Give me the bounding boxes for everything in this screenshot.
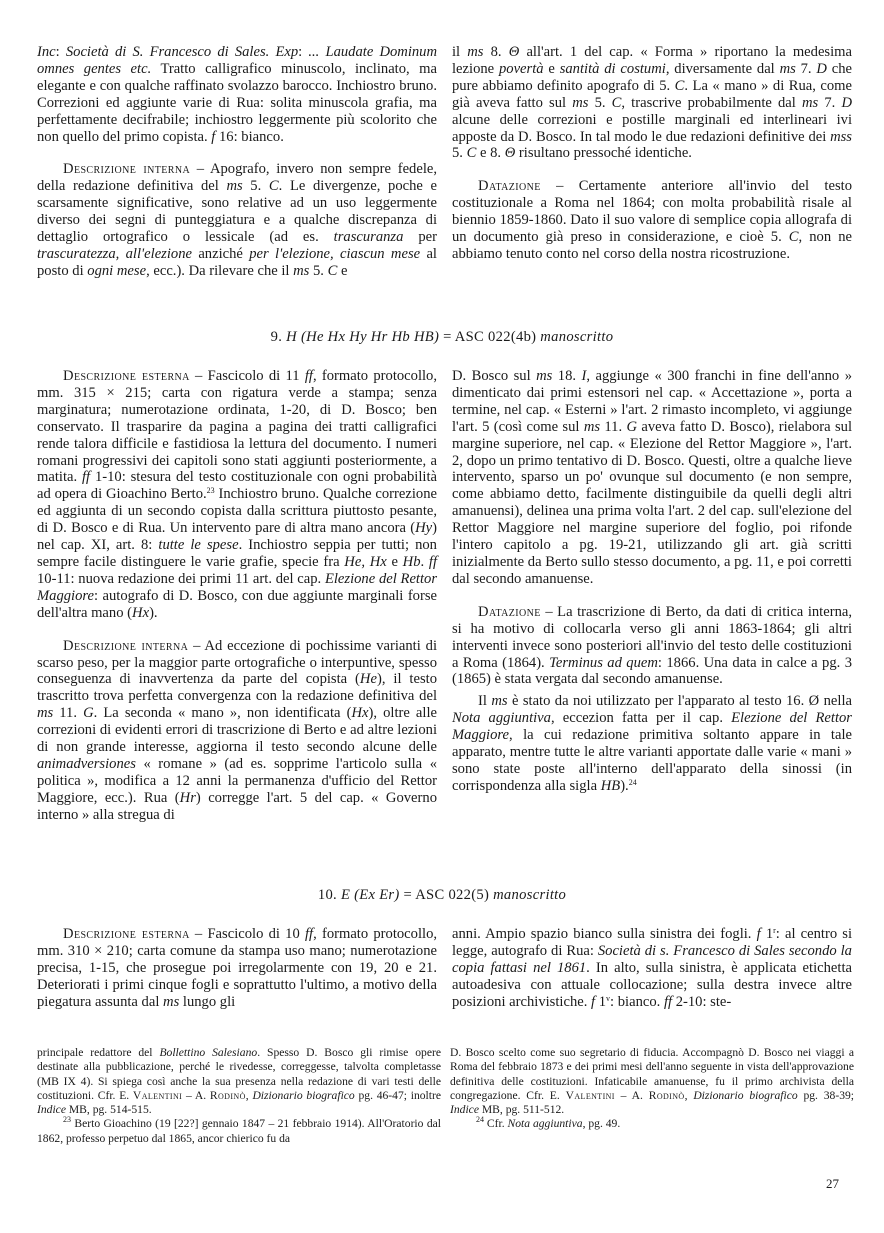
sigla: E (Ex Er) — [340, 887, 400, 903]
continuation-paragraph: il ms 8. Θ all'art. 1 del cap. « Forma » riportano la medesima lezione povertà e santità di costumi, diversamente dal ms 7. D che pure abbiamo definito apografo di 5. C. La « mano » di Rua, come già aveva fatto sul ms 5. C, trascrive probabilmente dal ms 7. D alcune delle correzioni e postille marginali ed interlineari ivi apposte da D. Bosco. In tal modo le due redazioni definitive dei mss 5. C e 8. Θ risultano pressoché identiche. — [452, 44, 852, 162]
descrizione-esterna-paragraph: Descrizione esterna – Fascicolo di 10 ff, formato protocollo, mm. 310 × 210; carta comune da stampa uso mano; numerotazione precisa, 1-15, che prosegue poi irregolarmente con 19, 20 e 21. Deteriorati i primi cinque fogli e soprattutto l'ultimo, a motivo della piegatura assunta dal ms lungo gli — [37, 926, 438, 1010]
section-label: Datazione — [478, 178, 541, 195]
section-10-right-column — [452, 926, 852, 1011]
folio-mark: f — [211, 128, 216, 145]
exp-label: Exp — [275, 44, 299, 60]
footnote-continuation: D. Bosco scelto come suo segretario di fiducia. Accompagnò D. Bosco nei viaggi a Roma del febbraio 1873 e dei primi mesi dell'anno seguente in vista dell'approvazione definitiva delle costituzioni. Infaticabile amanuense, fu il primo archivista della congregazione. Cfr. E. Valentini – A. Rodinò, Dizionario biografico pg. 38-39; Indice MB, pg. 511-512. — [450, 1046, 855, 1117]
footnote-continuation: principale redattore del Bollettino Salesiano. Spesso D. Bosco gli rimise opere destinate alla pubblicazione, perché le rivedesse, correggesse, talvolta completasse (MB IX 4). Si spiega così anche la sua presenza nella redazione di vari testi delle costituzioni. Cfr. E. Valentini – A. Rodinò, Dizionario biografico pg. 46-47; inoltre Indice MB, pg. 514-515. — [37, 1046, 441, 1117]
descrizione-esterna-paragraph: Descrizione esterna – Fascicolo di 11 ff, formato protocollo, mm. 315 × 215; carta con rigatura verde a stampa; senza marginatura; numerotazione ordinata, 1-20, di D. Bosco; ben conservato. Il trasparire da pagina a pagina dei tratti calligrafici rende talora difficile e fastidiosa la lettura del documento. I numeri romani progressivi dei capitoli sono stati aggiunti posteriormente, a matita. ff 1-10: stesura del testo costituzionale con ogni probabilità ad opera di Gioachino Berto.$^{23}$ Inchiostro bruno. Qualche correzione ed aggiunta di un secondo copista dalla scrittura piuttosto pesante, di D. Bosco e di Rua. Un intervento pare di altra mano ancora (Hy) nel cap. XI, art. 8: tutte le spese. Inchiostro seppia per tutti; non sempre facile distinguere le varie grafie, specie fra He, Hx e Hb. ff 10-11: nuova redazione dei primi 11 art. del cap. Elezione del Rettor Maggiore: autografo di D. Bosco, con due aggiunte marginali forse dell'altra mano (Hx). — [37, 368, 438, 621]
footnote-ref[interactable]: 23 — [206, 486, 215, 496]
usage-paragraph: Il ms è stato da noi utilizzato per l'apparato al testo 16. Ø nella Nota aggiuntiva, eccezion fatta per il cap. Elezione del Rettor Maggiore, la cui redazione primitiva soltanto appare in tale apparato, mentre tutte le altre varianti apportate dalle varie « mani » sono state poste all'interno dell'apparato della sinossi (in corrispondenza alla sigla HB).$^{24}$ — [452, 693, 852, 794]
top-right-column — [452, 44, 852, 263]
section-10-heading: 10. E (Ex Er) = ASC 022(5) manoscritto — [317, 887, 567, 903]
section-9-left-column — [37, 368, 437, 824]
top-left-column — [37, 44, 437, 280]
section-label: Datazione — [478, 603, 541, 620]
incipit-paragraph: Inc: Società di S. Francesco di Sales. Exp: ... Laudate Dominum omnes gentes etc. Tratto calligrafico minuscolo, inclinato, ma elegante e con qualche raffinato svolazzo barocco. Inchiostro bruno. Correzioni ed aggiunte varie di Rua: solita minuscola grafia, ma perfettamente decifrabile; inchiostro leggermente più scolorito che non quello del primo copista. f 16: bianco. — [37, 44, 438, 145]
section-label: Descrizione interna — [63, 637, 189, 654]
footnotes-right — [450, 1046, 854, 1132]
section-label: Descrizione esterna — [63, 926, 190, 942]
sigla: H (He Hx Hy Hr Hb HB) — [286, 329, 440, 345]
datazione-paragraph: Datazione – La trascrizione di Berto, da dati di critica interna, si ha motivo di collocarla verso gli anni 1863-1864; gli altri interventi invece sono posteriori all'invio del testo delle costituzioni a Roma (1864). Terminus ad quem: 1866. Una data in calce a pg. 3 (1865) è stata vergata dal secondo amanuense. — [452, 603, 852, 688]
inc-text: Società di S. Francesco di Sales. — [65, 44, 270, 60]
descrizione-interna-paragraph: Descrizione interna – Apografo, invero non sempre fedele, della redazione definitiva del ms 5. C. Le divergenze, poche e scarsamente significative, sono relative ad un uso leggermente diverso dei segni di punteggiatura e a qualche discrepanza di dettaglio ortografico o lessicale (ad es. trascuranza per trascuratezza, all'elezione anziché per l'elezione, ciascun mese al posto di ogni mese, ecc.). Da rilevare che il ms 5. C e — [37, 161, 437, 279]
continuation-paragraph: anni. Ampio spazio bianco sulla sinistra dei fogli. f 1$^r$: al centro si legge, autografo di Rua: Società di s. Francesco di Sales secondo la copia fattasi nel 1861. In alto, sulla sinistra, è applicata etichetta autoadesiva con attuale collocazione; sulla destra invece altre posizioni archivistiche. f 1$^v$: bianco. ff 2-10: ste- — [452, 926, 853, 1010]
page-number: 27 — [826, 1176, 839, 1191]
section-label: Descrizione esterna — [63, 368, 190, 384]
footnote-number: 23 — [63, 1115, 71, 1125]
footnote-23: $^{23}$ Berto Gioachino (19 [22?] gennaio 1847 – 21 febbraio 1914). All'Oratorio dal 1862, professo perpetuo dal 1865, ancor chierico fu da — [37, 1115, 441, 1145]
descrizione-interna-paragraph: Descrizione interna – Ad eccezione di pochissime varianti di scarso peso, per la maggior parte ortografiche o interpuntive, spesso conseguenza di inavvertenza da parte del copista (He), il testo trascritto trova perfetta convergenza con la redazione definitiva del ms 11. G. La seconda « mano », non identificata (Hx), oltre alle correzioni di evidenti errori di trascrizione di Berto e ad altre lezioni di non grande interesse, aggiorna il testo secondo alcune delle animadversiones « romane » (ad es. sopprime l'articolo sulla « politica », modifica a 12 anni la permanenza d'ufficio del Rettor Maggiore, ecc.). Rua (Hr) corregge l'art. 5 del cap. « Governo interno » alla stregua di — [37, 637, 438, 823]
section-10-left-column — [37, 926, 437, 1011]
section-9-right-column — [452, 368, 852, 795]
footnote-ref[interactable]: 24 — [628, 777, 637, 787]
section-9-heading: 9. H (He Hx Hy Hr Hb HB) = ASC 022(4b) manoscritto — [270, 329, 614, 345]
section-label: Descrizione interna — [63, 161, 191, 178]
exp-text: ... Laudate Dominum omnes gentes etc. — [37, 44, 438, 77]
inc-label: Inc — [37, 44, 56, 60]
footnote-24: $^{24}$ Cfr. Nota aggiuntiva, pg. 49. — [476, 1115, 621, 1131]
footnote-number: 24 — [476, 1115, 484, 1125]
continuation-paragraph: D. Bosco sul ms 18. I, aggiunge « 300 franchi in fine dell'anno » dimenticato dai primi estensori nel cap. « Accettazione », porta a termine, nel cap. « Esterni » l'art. 2 rimasto incompleto, vi aggiunge l'art. 5 (così come sul ms 11. G aveva fatto D. Bosco), rielabora sul margine superiore, nel cap. « Elezione del Rettor Maggiore », l'art. 2, dopo un primo tentativo di D. Bosco. Questi, oltre a qualche lieve intervento, sparso un po' ovunque sul documento (e non sempre, come abbiamo detto, facilmente distinguibile da quelli degli altri amanuensi), delinea una prima volta l'art. 2 del cap. sull'elezione del Rettor Maggiore nel margine superiore del foglio, poi rifonde l'intero capitolo a pg. 19-21, utilizzando gli art. già scritti inizialmente da Berto sullo stesso documento, a pg. 11, e poi corretti dal secondo amanuense. — [452, 368, 853, 587]
footnotes-left — [37, 1046, 441, 1146]
datazione-paragraph: Datazione – Certamente anteriore all'invio del testo costituzionale a Roma nel 1864; con molta probabilità risale al biennio 1859-1860. Dato il suo valore di semplice copia allografa di un documento già preso in considerazione, e cioè 5. C, non ne abbiamo tenuto conto nel corso della nostra ricostruzione. — [452, 178, 852, 262]
